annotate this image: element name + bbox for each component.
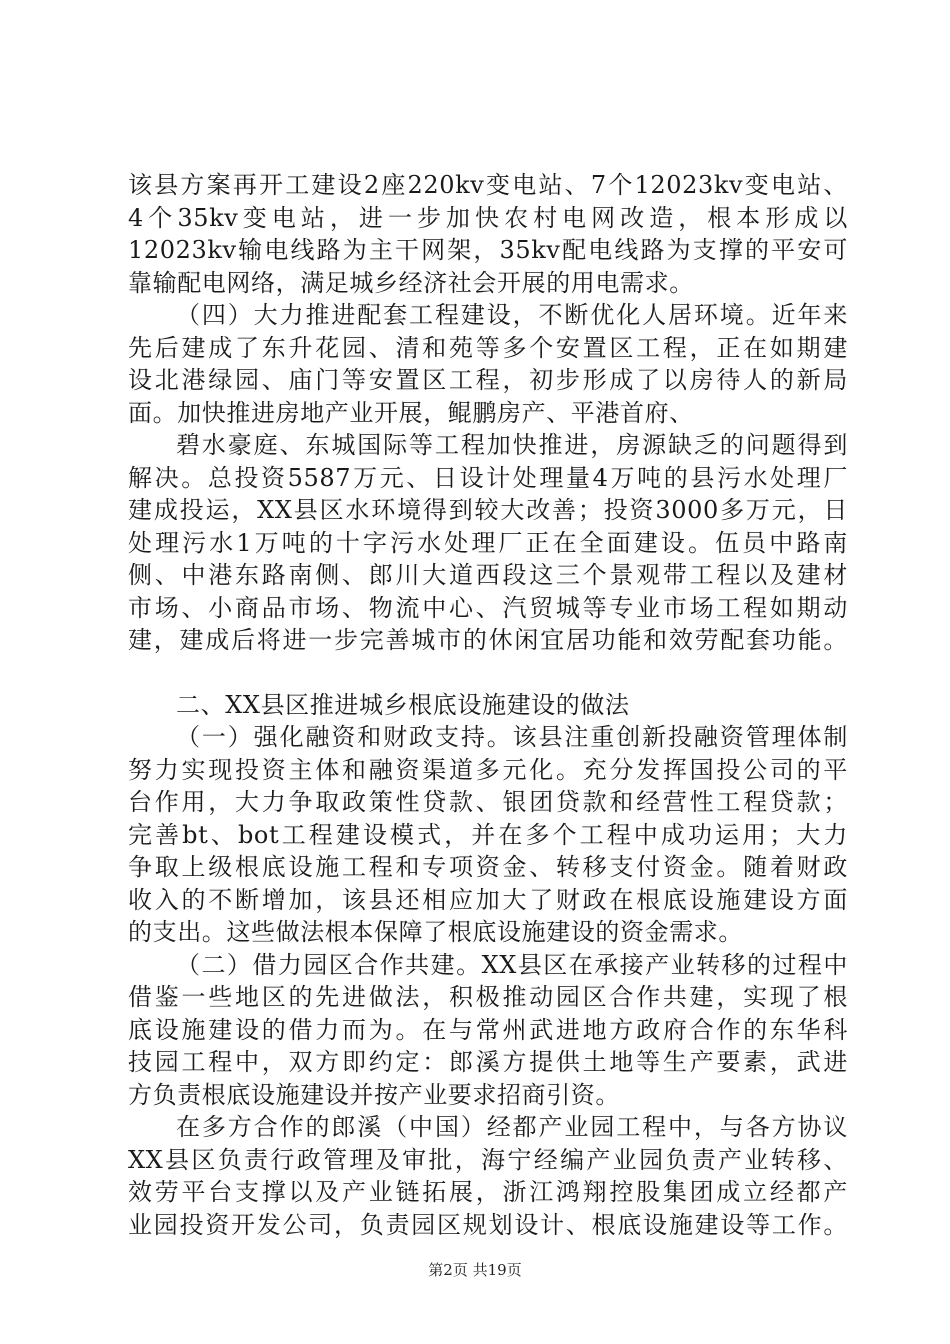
text-line: 争取上级根底设施工程和专项资金、转移支付资金。随着财政 [128, 853, 848, 881]
text-line: 效劳平台支撑以及产业链拓展，浙江鸿翔控股集团成立经都产 [128, 1178, 848, 1206]
text-line: 侧、中港东路南侧、郎川大道西段这三个景观带工程以及建材 [128, 561, 848, 589]
text-line: 设北港绿园、庙门等安置区工程，初步形成了以房待人的新局 [128, 366, 848, 394]
text-line: 底设施建设的借力而为。在与常州武进地方政府合作的东华科 [128, 1016, 848, 1044]
text-line: （一）强化融资和财政支持。该县注重创新投融资管理体制 [176, 723, 848, 751]
text-line: 借鉴一些地区的先进做法，积极推动园区合作共建，实现了根 [128, 983, 848, 1011]
text-line: 方负责根底设施建设并按产业要求招商引资。 [128, 1081, 620, 1109]
text-line: 解决。总投资5587万元、日设计处理量4万吨的县污水处理厂 [128, 464, 848, 492]
text-line: 建成投运，XX县区水环境得到较大改善；投资3000多万元，日 [128, 496, 848, 524]
text-line: XX县区负责行政管理及审批，海宁经编产业园负责产业转移、 [128, 1146, 848, 1174]
text-line: 市场、小商品市场、物流中心、汽贸城等专业市场工程如期动 [128, 594, 848, 622]
text-line: 业园投资开发公司，负责园区规划设计、根底设施建设等工作。 [128, 1211, 848, 1239]
text-line: 在多方合作的郎溪（中国）经都产业园工程中，与各方协议 [176, 1113, 848, 1141]
text-line: （二）借力园区合作共建。XX县区在承接产业转移的过程中 [176, 951, 848, 979]
text-line: 面。加快推进房地产业开展，鲲鹏房产、平港首府、 [128, 399, 694, 427]
text-line: 先后建成了东升花园、清和苑等多个安置区工程，正在如期建 [128, 334, 848, 362]
text-line: 努力实现投资主体和融资渠道多元化。充分发挥国投公司的平 [128, 756, 848, 784]
text-line: 靠输配电网络，满足城乡经济社会开展的用电需求。 [128, 269, 694, 297]
text-line: 建，建成后将进一步完善城市的休闲宜居功能和效劳配套功能。 [128, 626, 848, 654]
text-line: 台作用，大力争取政策性贷款、银团贷款和经营性工程贷款； [128, 788, 848, 816]
text-line: 碧水豪庭、东城国际等工程加快推进，房源缺乏的问题得到 [176, 431, 848, 459]
text-line: 4个35kv变电站，进一步加快农村电网改造，根本形成以 [128, 204, 848, 232]
text-line: 该县方案再开工建设2座220kv变电站、7个12023kv变电站、 [128, 171, 848, 199]
text-line: 收入的不断增加，该县还相应加大了财政在根底设施建设方面 [128, 886, 848, 914]
text-line: 的支出。这些做法根本保障了根底设施建设的资金需求。 [128, 918, 743, 946]
text-line: 处理污水1万吨的十字污水处理厂正在全面建设。伍员中路南 [128, 529, 848, 557]
text-line: 12023kv输电线路为主干网架，35kv配电线路为支撑的平安可 [128, 236, 848, 264]
text-line: 技园工程中，双方即约定：郎溪方提供土地等生产要素，武进 [128, 1048, 848, 1076]
text-line: （四）大力推进配套工程建设，不断优化人居环境。近年来 [176, 301, 848, 329]
text-line: 完善bt、bot工程建设模式，并在多个工程中成功运用；大力 [128, 821, 848, 849]
page-indicator: 第2页 共19页 [428, 1261, 522, 1279]
section-heading: 二、XX县区推进城乡根底设施建设的做法 [176, 691, 630, 719]
